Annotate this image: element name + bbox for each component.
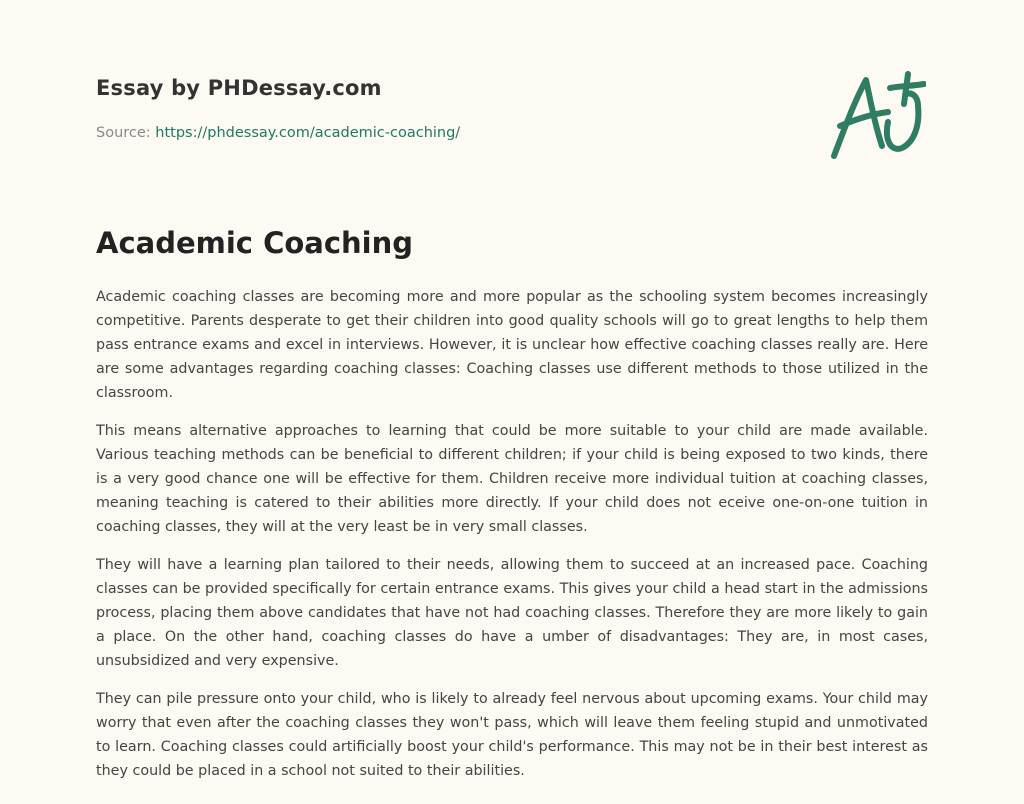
essay-page bbox=[96, 0, 928, 804]
essay-paragraph: Academic coaching classes are becoming more and more popular as the schooling system becomes increasingly competitive. Parents desperate to get their children into good quality schools will go to great lengths to help them pass entrance exams and excel in interviews. However, it is unclear how effective coaching classes really are. Here are some advantages regarding coaching classes: Coaching classes use different methods to those utilized in the classroom. bbox=[96, 289, 928, 401]
site-title: Essay by PHDessay.com bbox=[96, 76, 382, 100]
source-label: Source: bbox=[96, 125, 156, 141]
a-plus-grade-icon bbox=[826, 70, 926, 162]
essay-paragraph: This means alternative approaches to learning that could be more suitable to your child are made available. Various teaching methods can be beneficial to different children; if your child is being exposed to two kinds, there is a very good chance one will be effective for them. Children receive more individual tuition at coaching classes, meaning teaching is catered to their abilities more directly. If your child does not eceive one-on-one tuition in coaching classes, they will at the very least be in very small classes. bbox=[96, 423, 928, 535]
essay-paragraph: They will have a learning plan tailored to their needs, allowing them to succeed at an increased pace. Coaching classes can be provided specifically for certain entrance exams. This gives your child a head start in the admissions process, placing them above candidates that have not had coaching classes. Therefore they are more likely to gain a place. On the other hand, coaching classes do have a umber of disadvantages: They are, in most cases, unsubsidized and very expensive. bbox=[96, 557, 928, 669]
page-header bbox=[96, 76, 928, 166]
essay-paragraph: They can pile pressure onto your child, who is likely to already feel nervous about upcoming exams. Your child may worry that even after the coaching classes they won't pass, which will leave them feeling stupid and unmotivated to learn. Coaching classes could artificially boost your child's performance. This may not be in their best interest as they could be placed in a school not suited to their abilities. bbox=[96, 691, 928, 779]
essay-title: Academic Coaching bbox=[96, 226, 414, 260]
essay-body bbox=[96, 285, 928, 797]
source-line bbox=[96, 125, 460, 141]
source-link[interactable]: https://phdessay.com/academic-coaching/ bbox=[155, 125, 461, 141]
